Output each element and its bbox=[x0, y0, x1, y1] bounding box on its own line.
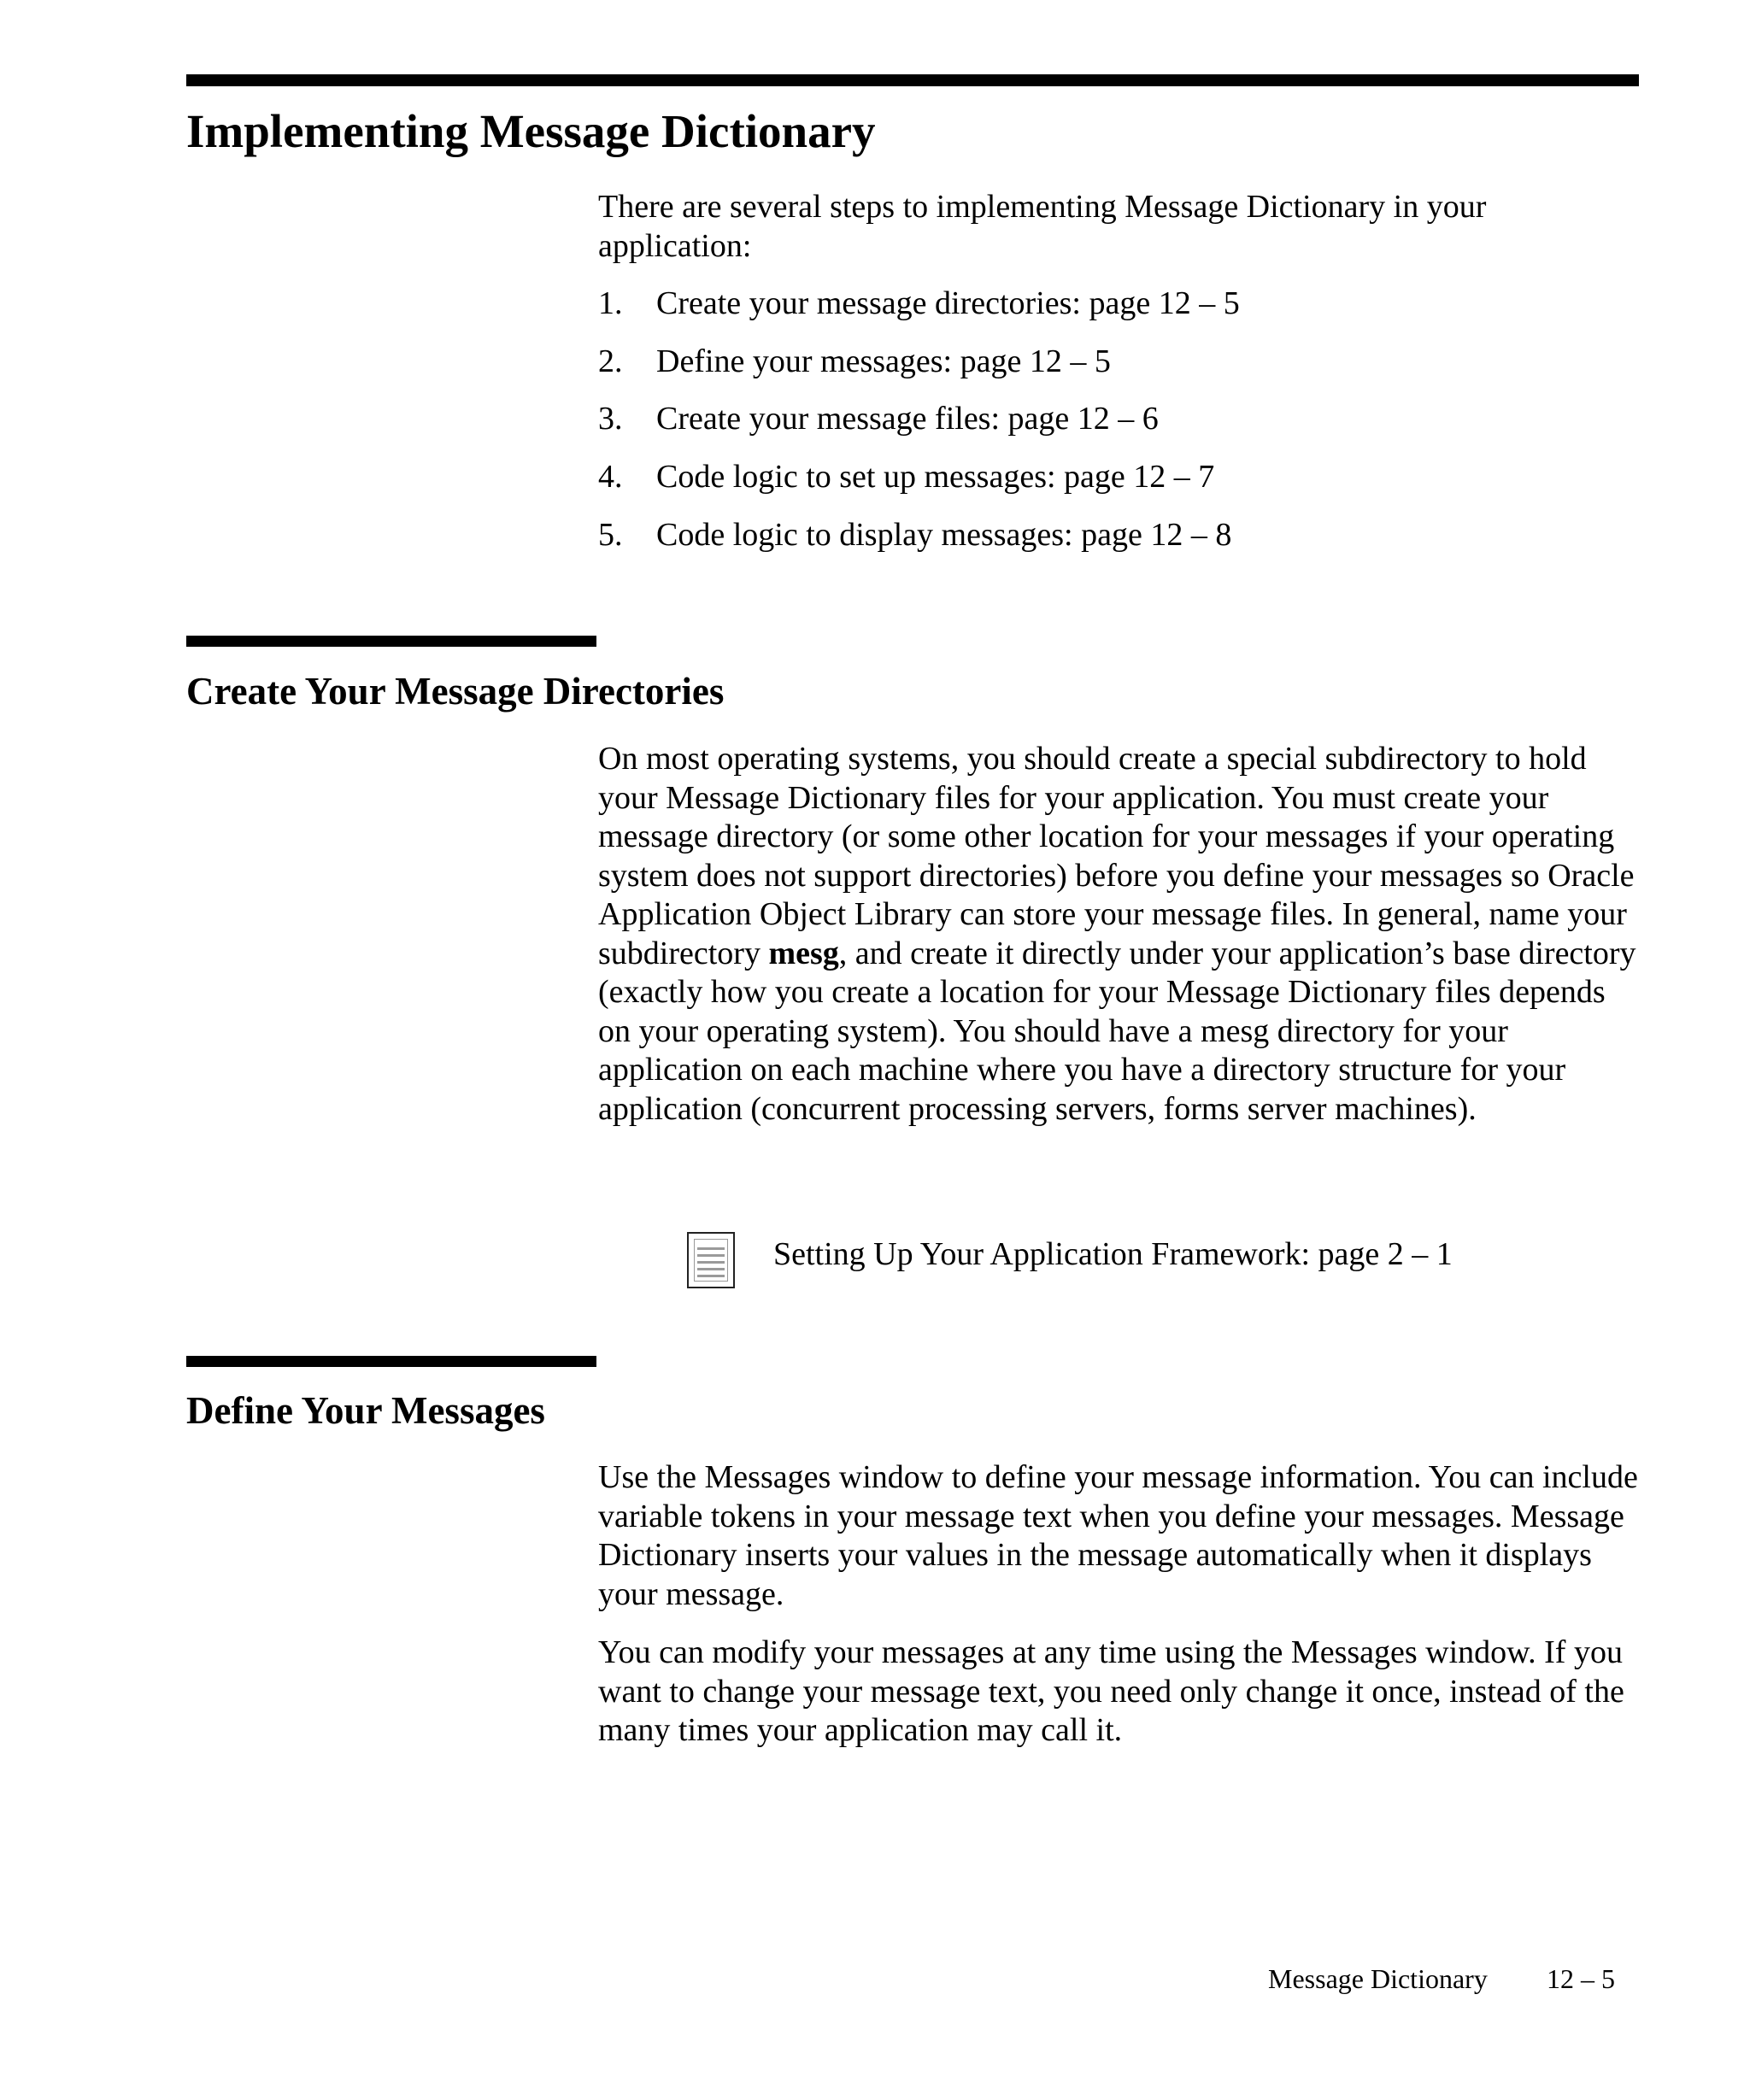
directories-text-end: , and create it directly under your application’s base directory (exactly how you create a location for your Message Dictionary files depends on your operating system). You should have a mesg directory for your application on each machine where you have a directory structure for your application (concurrent processing servers, forms server machines). bbox=[598, 935, 1636, 1127]
heading-create-directories: Create Your Message Directories bbox=[186, 670, 725, 713]
list-item bbox=[598, 284, 1641, 343]
list-item bbox=[598, 343, 1641, 401]
page-title: Implementing Message Dictionary bbox=[186, 105, 876, 157]
intro-paragraph: There are several steps to implementing Message Dictionary in your application: bbox=[598, 189, 1487, 264]
define-paragraph-2: You can modify your messages at any time using the Messages window. If you want to change your message text, you need only change it once, instead of the many times your application may call it. bbox=[598, 1634, 1624, 1748]
list-item bbox=[598, 516, 1641, 574]
heading-define-messages: Define Your Messages bbox=[186, 1389, 545, 1432]
list-item-text: Code logic to set up messages: page 12 – 7 bbox=[656, 459, 1215, 496]
top-rule bbox=[186, 74, 1639, 86]
list-item bbox=[598, 400, 1641, 458]
list-item-number: 2. bbox=[598, 343, 623, 379]
footer-chapter: Message Dictionary bbox=[1268, 1963, 1488, 1994]
list-item-text: Code logic to display messages: page 12 – 8 bbox=[656, 516, 1232, 553]
document-icon bbox=[687, 1232, 735, 1288]
list-item-number: 5. bbox=[598, 516, 623, 553]
steps-list bbox=[598, 284, 1641, 573]
list-item-number: 1. bbox=[598, 285, 623, 321]
list-item-text: Create your message files: page 12 – 6 bbox=[656, 401, 1159, 437]
directories-paragraph bbox=[598, 740, 1641, 1129]
section-rule-directories bbox=[186, 636, 596, 647]
list-item-number: 4. bbox=[598, 459, 623, 496]
footer-page-number: 12 – 5 bbox=[1547, 1963, 1615, 1994]
cross-reference-link[interactable]: Setting Up Your Application Framework: page 2 – 1 bbox=[773, 1236, 1453, 1272]
list-item-text: Define your messages: page 12 – 5 bbox=[656, 343, 1111, 379]
define-paragraph-1: Use the Messages window to define your message information. You can include variable tokens in your message text when you define your messages. Message Dictionary inserts your values in the message automatically when it displays your message. bbox=[598, 1459, 1638, 1612]
list-item-text: Create your message directories: page 12 – 5 bbox=[656, 285, 1240, 321]
mesg-term: mesg bbox=[768, 935, 839, 971]
section-rule-define bbox=[186, 1356, 596, 1367]
directories-text-start: On most operating systems, you should create a special subdirectory to hold your Message Dictionary files for your application. You must create your message directory (or some other location for your messages if your operating system does not support directories) before you define your messages so Oracle Application Object Library can store your message files. In general, name your subdirectory bbox=[598, 741, 1635, 971]
list-item-number: 3. bbox=[598, 401, 623, 437]
list-item bbox=[598, 458, 1641, 516]
